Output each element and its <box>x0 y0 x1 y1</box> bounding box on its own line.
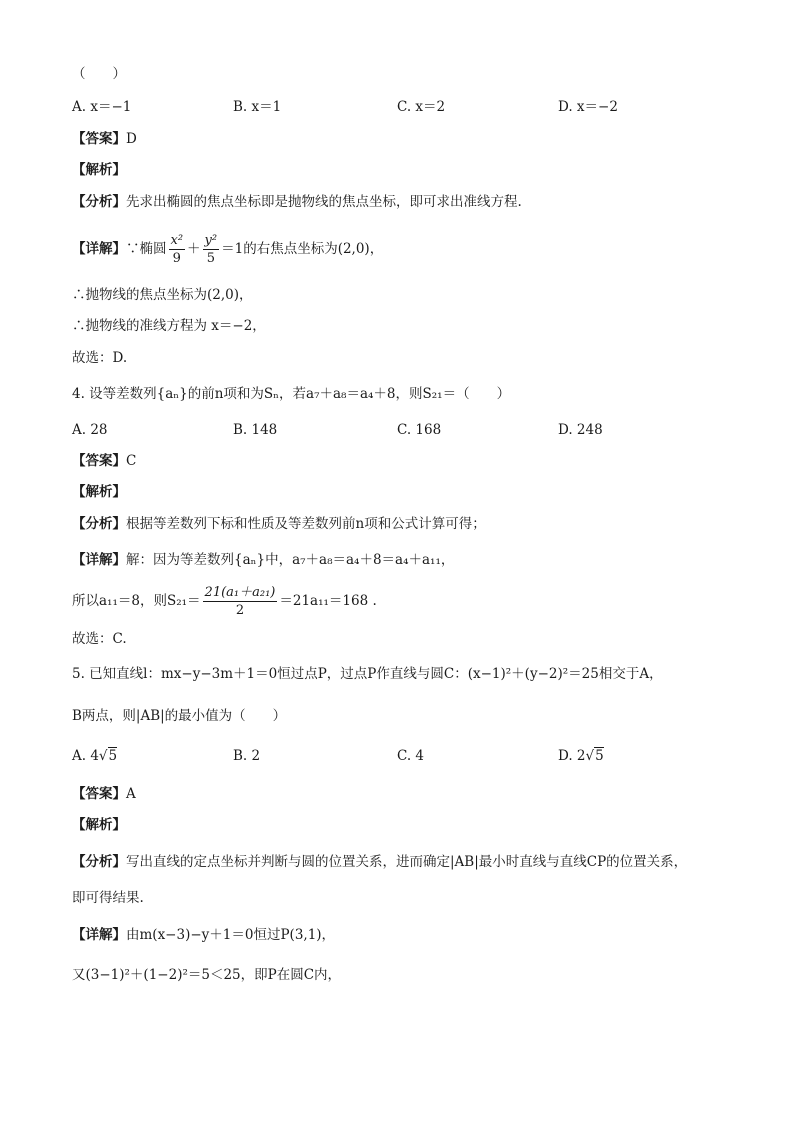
xiangjie-tag: 【详解】 <box>72 552 126 568</box>
q4-detail-text: 解：因为等差数列{aₙ}中，a₇＋a₈＝a₄＋8＝a₄＋a₁₁， <box>126 552 455 568</box>
fenxi-tag: 【分析】 <box>72 516 126 532</box>
q3-analysis-heading <box>72 160 126 180</box>
q5-answer <box>72 784 136 804</box>
q4-option-c: C. 168 <box>397 422 442 438</box>
q3-detail: 【详解】∵椭圆 $\frac{\text{x²}}{9}$ ＋ $\frac{\text{y²}}{5}$ ＝1的右焦点坐标为(2,0)， <box>72 233 384 266</box>
q5-option-d: D. 2√5 <box>558 748 604 764</box>
q3-detail-prefix: ∵椭圆 <box>126 241 167 257</box>
q3-fraction-y: $\frac{\text{y²}}{5}$ <box>204 233 218 266</box>
q3-fenxi <box>72 192 522 212</box>
answer-tag: 【答案】 <box>72 786 126 802</box>
q3-option-a: A. x＝−1 <box>72 99 132 115</box>
q5-analysis-heading <box>72 815 126 835</box>
answer-tag: 【答案】 <box>72 131 126 147</box>
q3-answer <box>72 129 137 149</box>
analysis-tag: 【解析】 <box>72 817 126 833</box>
q5-detail-line2: 又(3−1)²＋(1−2)²＝5＜25，即P在圆C内， <box>72 967 342 983</box>
answer-tag: 【答案】 <box>72 453 126 469</box>
q5-fenxi-line2: 即可得结果. <box>72 890 144 906</box>
q5-fenxi <box>72 852 687 872</box>
q3-detail-line3: ∴抛物线的准线方程为 x＝−2， <box>72 318 266 334</box>
q5-option-c: C. 4 <box>397 748 425 764</box>
q4-answer <box>72 451 136 471</box>
fenxi-tag: 【分析】 <box>72 194 126 210</box>
q5-detail <box>72 925 335 945</box>
q3-option-b: B. x＝1 <box>233 99 282 115</box>
q3-detail-line2: ∴抛物线的焦点坐标为(2,0)， <box>72 287 253 303</box>
q5-stem-line2: B两点，则|AB|的最小值为（ ） <box>72 708 287 724</box>
fenxi-tag: 【分析】 <box>72 854 126 870</box>
q4-line2-prefix: 所以a₁₁＝8，则S₂₁＝ <box>72 593 201 609</box>
analysis-tag: 【解析】 <box>72 162 126 178</box>
q3-fraction-x: $\frac{\text{x²}}{9}$ <box>170 233 184 266</box>
q4-fenxi <box>72 514 486 534</box>
q5-option-b: B. 2 <box>233 748 261 764</box>
q4-fraction: $\frac{\text{21(a₁＋a₂₁)}}{2}$ <box>204 585 276 618</box>
q4-detail-line2 <box>72 584 377 619</box>
q4-line2-suffix: ＝21a₁₁＝168 . <box>279 593 377 609</box>
q3-conclusion: 故选：D. <box>72 350 128 366</box>
q4-option-b: B. 148 <box>233 422 278 438</box>
q4-analysis-heading <box>72 482 126 502</box>
q3-stem-paren: （ ） <box>72 66 126 82</box>
q3-answer-value: D <box>126 131 137 147</box>
q4-fenxi-text: 根据等差数列下标和性质及等差数列前n项和公式计算可得； <box>126 516 486 532</box>
q4-stem: 4. 设等差数列{aₙ}的前n项和为Sₙ，若a₇＋a₈＝a₄＋8，则S₂₁＝（ ） <box>72 386 511 402</box>
q4-conclusion: 故选：C. <box>72 631 127 647</box>
q4-answer-value: C <box>126 453 137 469</box>
radicand: 5 <box>595 748 604 764</box>
q4-option-d: D. 248 <box>558 422 603 438</box>
q5-detail-line1: 由m(x−3)−y＋1＝0恒过P(3,1)， <box>126 927 336 943</box>
q4-detail <box>72 550 454 570</box>
q3-fenxi-text: 先求出椭圆的焦点坐标即是抛物线的焦点坐标，即可求出准线方程. <box>126 194 522 210</box>
q5-answer-value: A <box>126 786 136 802</box>
xiangjie-tag: 【详解】 <box>72 241 126 257</box>
q5-fenxi-line1: 写出直线的定点坐标并判断与圆的位置关系，进而确定|AB|最小时直线与直线CP的位置关系， <box>126 854 688 870</box>
xiangjie-tag: 【详解】 <box>72 927 126 943</box>
q3-detail-suffix: ＝1的右焦点坐标为(2,0)， <box>221 241 384 257</box>
analysis-tag: 【解析】 <box>72 484 126 500</box>
q3-option-c: C. x＝2 <box>397 99 446 115</box>
q4-option-a: A. 28 <box>72 422 108 438</box>
q5-stem-line1: 5. 已知直线l：mx−y−3m＋1＝0恒过点P，过点P作直线与圆C：(x−1)²＋(y−2)²＝25相交于A， <box>72 666 663 682</box>
q3-option-d: D. x＝−2 <box>558 99 618 115</box>
radicand: 5 <box>108 748 118 764</box>
q5-option-a: A. 4√5 <box>72 748 118 764</box>
